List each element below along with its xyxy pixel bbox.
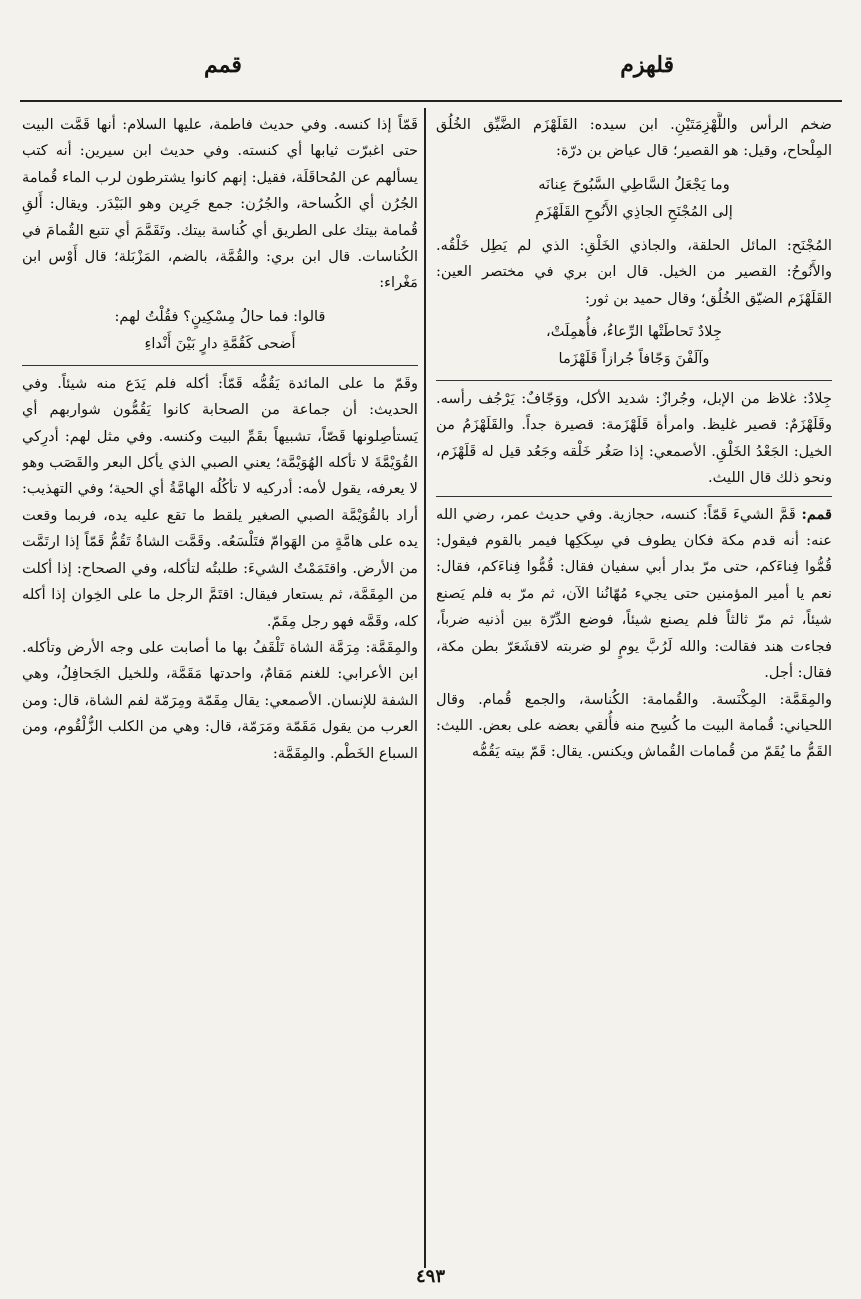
right-paragraph-2: المُجْنَح: المائل الحلقة، والجاذي الخَلْقِ: الذي لم يَطِل خَلْقُه. والأَنُوحُ: القصير من الخيل. قال ابن بري في مختصر العين: القَلَهْزَم الضيّق الخُلُق؛ وقال حميد بن ثور: [436,236,832,307]
right-verse-2 [436,318,832,372]
header-rule [20,100,842,102]
verse-line: إلى المُجْنَحِ الجاذِي الأَنُوحِ القَلَهْزَمِ [535,202,733,220]
right-verse-1 [436,171,832,225]
entry-paragraph [436,502,832,687]
left-paragraph-2: وقَمّ ما على المائدة يَقُمُّه قَمّاً: أكله فلم يَدَع منه شيئاً. وفي الحديث: أن جماعة من الصحابة كانوا يَقُمُّون شواربهم أي يَستأصِلونها قَصّاً، تشبيهاً بقَمِّ البيت وكنسه. وفي مثل لهم: أدرِكي القُوَيْمَّةَ لا تأكله الهُوَيْمَّة؛ يعني الصبي الذي يأكل البعر والقَصَب وهو لا يعرفه، يقول لأمه: أدركيه لا تأكُلُه الهامَّةُ أي الحية؛ وفي التهذيب: أراد بالقُوَيْمَّة الصبي الصغير يلقط ما تقع عليه يده، فربما وقعت يده على هامَّةٍ من الهَوامّ فتَلْسَعُه. وقَمَّت الشاةُ تَقُمُّ قَمّاً إذا ارتَمَّت من الأرض. واقتَمَمْتُ الشيءَ: طلبتُه لتأكله، وفي الصحاح: إذا أكلت من المِقَمَّة، ثم يستعار فيقال: اقتَمَّ الرجل ما على الخِوان إذا أكله كله، وقَمَّه فهو رجل مِقَمّ. [22,374,418,630]
verse-line: قالوا: فما حالُ مِسْكِينٍ؟ فقُلْتُ لهم: [114,307,326,325]
right-paragraph-5: والمِقَمَّة: المِكْنَسة. والقُمامة: الكُناسة، والجمع قُمام. وقال اللحياني: قُمامة البيت ما كُسِح منه فأُلقي بعضه على بعض. الليث: القَمُّ ما يُقَمّ من قُمامات القُماش ويكنس. يقال: قَمّ بيته يَقُمُّه [436,690,832,761]
left-column [22,112,418,1237]
verse-separator [22,365,418,366]
verse-line: جِلادٌ تَحاطَتْها الرِّعاءُ، فأُهمِلَتْ، [546,323,722,341]
verse-line: وآلَفْنَ وَجّافاً جُرازاً قَلَهْزَما [558,350,710,368]
column-divider [424,108,426,1268]
left-paragraph-3: والمِقَمَّة: مِرَمَّة الشاة تَلْقَفُ بها ما أصابت على وجه الأرض وتأكله. ابن الأعرابي: للغنم مَقامٌ، واحدتها مَقَمَّة، وللخيل الجَحافِلُ، وهي الشفة للإنسان. الأصمعي: يقال مِقَمّة ومِرَمّة لفم الشاة، قال: ومن العرب من يقول مَقَمّة ومَرَمّة، قال: وهي من الكلب الزُّلْقُوم، ومن السباع الخَطْم. والمِقَمَّة: [22,638,418,762]
entry-headword: قمم: [801,505,832,523]
verse-line: أَضحى كَقُمَّةِ دارٍ بَيْنَ أَنْداءِ [144,334,296,352]
right-column [436,112,832,1237]
right-paragraph-3: جِلادٌ: غلاظ من الإبل، وجُرازٌ: شديد الأكل، ووَجّافٌ: يَرْجُف رأسه. وقَلَهْزَمٌ: قصير غليظ. وامرأة قَلَهْزَمة: قصيرة جداً. والقَلَهْزَمُ من الخيل: الجَعْدُ الخَلْقِ. الأصمعي: إذا صَغُر خَلْقه وجَعُد قيل له قَلَهْزَم، ونحو ذلك قال الليث. [436,390,832,487]
verse-separator [436,380,832,381]
verse-line: وما يَجْعَلُ السَّاطِي السَّبُوحَ عِنانَه [538,175,730,193]
entry-text: قَمَّ الشيءَ قَمّاً: كنسه، حجازية. وفي حديث عمر، رضي الله عنه: أنه قدم مكة فكان يطوف في سِكَكِها فيمر بالقوم فيقول: قُمُّوا فِناءَكم، حتى مرّ بدار أبي سفيان فقال: قُمُّوا فِناءَكم، فقال: نعم يا أمير المؤمنين حتى يجيء مُهّانُنا الآن، ثم مرّ به فلم يَصنع شيئاً، ثم مرّ ثالثاً فلم يصنع شيئاً، فوضع الدِّرّة بين أذنيه ضرباً، فجاءت هند فقالت: والله لَرُبَّ يومٍ لو ضربته لاقشَعَرّ بطن مكة، فقال: أجل. [436,505,832,682]
page-number: ٤٩٣ [415,1266,445,1287]
entry-separator [436,496,832,497]
left-paragraph-1: قَمّاً إذا كنسه. وفي حديث فاطمة، عليها السلام: أنها قَمَّت البيت حتى اغبرّت ثيابها أي كنسته. وفي حديث ابن سيرين: أنه كتب يسألهم عن المُحاقَلَة، فقيل: إنهم كانوا يشترطون لرب الماء قُمامة الجُرُن أي الكُساحة، والجُرُن: جمع جَرِين وهو البَيْدَر. ويقال: أَلقِ قُمامة بيتك على الطريق أي كُناسة بيتك. وتَقَمَّمَ أي تتبع القُمامَ في الكُناسات. قال ابن بري: والقُمَّة، بالضم، المَزْبَلة؛ قال أَوْس ابن مَغْراء: [22,116,418,292]
header-left-word: قمم [204,52,242,78]
left-verse-1 [22,303,418,357]
right-intro-paragraph: ضخم الرأس واللَّهْزِمَتَيْنِ. ابن سيده: القَلَهْزَم الضَّيِّق الخُلُق المِلْحاح، وقيل: هو القصير؛ قال عياض بن درّة: [436,116,832,160]
header-right-word: قلهزم [620,52,674,78]
